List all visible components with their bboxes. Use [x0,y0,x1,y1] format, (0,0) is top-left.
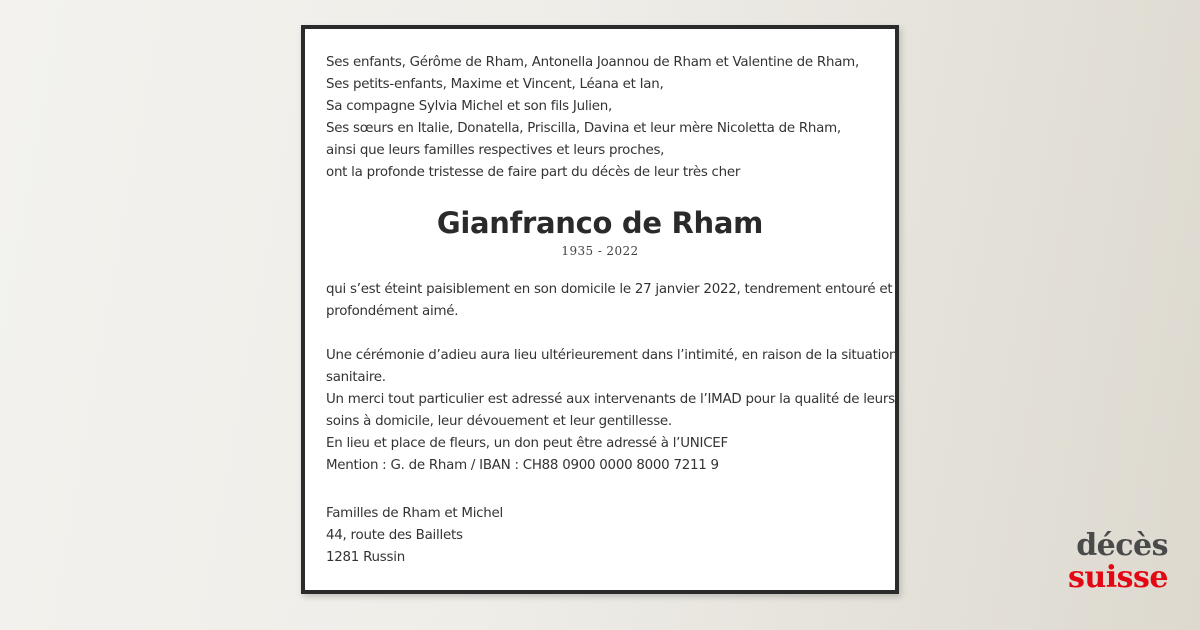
details-line-thanks-cont: soins à domicile, leur dévouement et leur gentillesse. [326,414,672,429]
obituary-notice [301,25,899,594]
deceased-dates: 1935 - 2022 [561,244,639,258]
passing-line-1: qui s’est éteint paisiblement en son domicile le 27 janvier 2022, tendrement entouré et [326,282,893,297]
deceased-name: Gianfranco de Rham [436,206,764,240]
address-line-families: Familles de Rham et Michel [326,506,503,521]
details-line-ceremony-cont: sanitaire. [326,370,386,385]
details-line-ceremony: Une cérémonie d’adieu aura lieu ultérieurement dans l’intimité, en raison de la situation [326,348,898,363]
intro-line-sisters: Ses sœurs en Italie, Donatella, Priscilla, Davina et leur mère Nicoletta de Rham, [326,121,841,136]
intro-line-grandchildren: Ses petits-enfants, Maxime et Vincent, Léana et Ian, [326,77,664,92]
brand-logo [1068,530,1168,594]
passing-line-2: profondément aimé. [326,304,459,319]
intro-line-families: ainsi que leurs familles respectives et leurs proches, [326,143,665,158]
address-line-street: 44, route des Baillets [326,528,463,543]
details-line-donation: En lieu et place de fleurs, un don peut être adressé à l’UNICEF [326,436,728,451]
intro-line-children: Ses enfants, Gérôme de Rham, Antonella Joannou de Rham et Valentine de Rham, [326,55,859,70]
details-line-iban: Mention : G. de Rham / IBAN : CH88 0900 0000 8000 7211 9 [326,458,719,473]
intro-line-companion: Sa compagne Sylvia Michel et son fils Julien, [326,99,612,114]
brand-logo-top: décès [1076,528,1168,563]
brand-logo-bottom: suisse [1068,560,1168,595]
address-line-city: 1281 Russin [326,550,405,565]
details-line-thanks: Un merci tout particulier est adressé aux intervenants de l’IMAD pour la qualité de leurs [326,392,895,407]
intro-line-announcement: ont la profonde tristesse de faire part du décès de leur très cher [326,165,741,180]
